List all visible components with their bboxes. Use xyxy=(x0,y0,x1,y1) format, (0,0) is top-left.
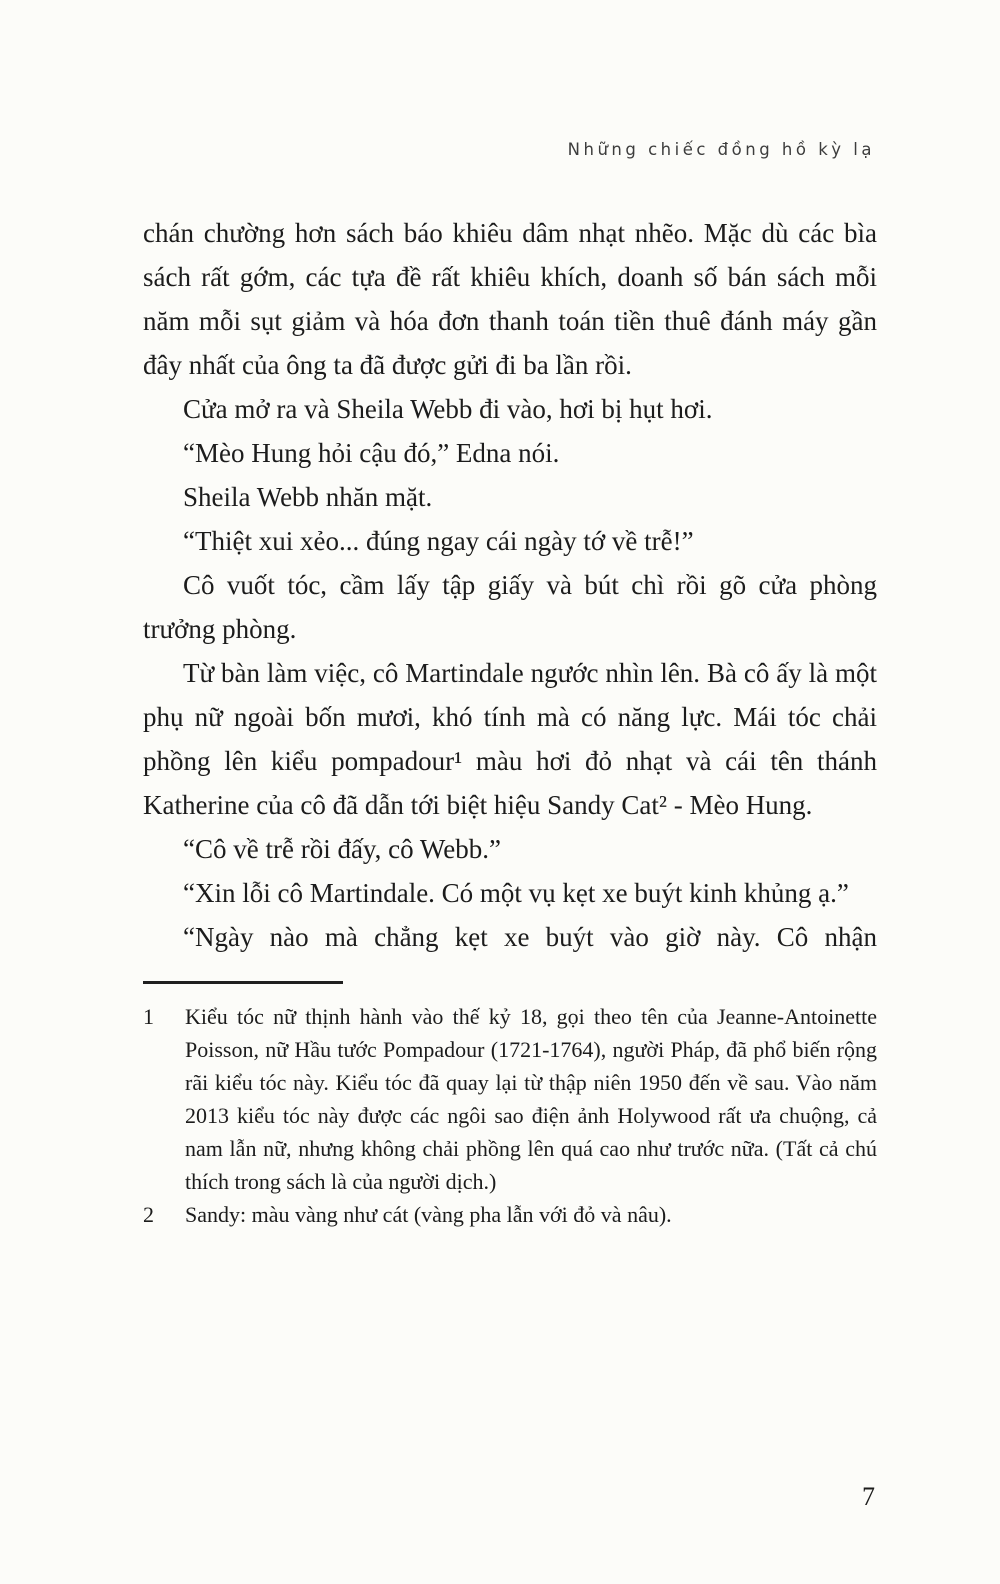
body-paragraph: Sheila Webb nhăn mặt. xyxy=(183,482,433,512)
body-paragraph: “Mèo Hung hỏi cậu đó,” Edna nói. xyxy=(183,438,560,468)
body-paragraph: chán chường hơn sách báo khiêu dâm nhạt nhẽo. Mặc dù các bìa sách rất gớm, các tựa đề rất khiêu khích, doanh số bán sách mỗi năm mỗi sụt giảm và hóa đơn thanh toán tiền thuê đánh máy gần đây nhất của ông ta đã được gửi đi ba lần rồi. xyxy=(143,218,877,380)
footnote-marker: 2 xyxy=(143,1202,154,1227)
body-paragraph: “Xin lỗi cô Martindale. Có một vụ kẹt xe buýt kinh khủng ạ.” xyxy=(183,878,849,908)
body-paragraph: “Cô về trễ rồi đấy, cô Webb.” xyxy=(183,834,501,864)
running-header: Những chiếc đồng hồ kỳ lạ xyxy=(567,140,875,159)
body-paragraph: Cô vuốt tóc, cầm lấy tập giấy và bút chì rồi gõ cửa phòng trưởng phòng. xyxy=(143,570,877,644)
footnote-separator xyxy=(143,981,343,984)
footnote-item xyxy=(143,1198,877,1231)
footnote-item xyxy=(143,1000,877,1198)
body-paragraph: “Ngày nào mà chẳng kẹt xe buýt vào giờ này. Cô nhận xyxy=(183,922,877,952)
footnote-text: Kiểu tóc nữ thịnh hành vào thế kỷ 18, gọi theo tên của Jeanne-Antoinette Poisson, nữ Hầu tước Pompadour (1721-1764), người Pháp, đã phổ biến rộng rãi kiểu tóc này. Kiểu tóc đã quay lại từ thập niên 1950 đến về sau. Vào năm 2013 kiểu tóc này được các ngôi sao điện ảnh Holywood rất ưa chuộng, cả nam lẫn nữ, nhưng không chải phồng lên quá cao như trước nữa. (Tất cả chú thích trong sách là của người dịch.) xyxy=(185,1004,877,1194)
footnote-text: Sandy: màu vàng như cát (vàng pha lẫn với đỏ và nâu). xyxy=(185,1202,672,1227)
footnote-marker: 1 xyxy=(143,1004,154,1029)
page-number: 7 xyxy=(862,1482,875,1511)
body-paragraph: Từ bàn làm việc, cô Martindale ngước nhìn lên. Bà cô ấy là một phụ nữ ngoài bốn mươi, khó tính mà có năng lực. Mái tóc chải phồng lên kiểu pompadour¹ màu hơi đỏ nhạt và cái tên thánh Katherine của cô đã dẫn tới biệt hiệu Sandy Cat² - Mèo Hung. xyxy=(143,658,877,820)
body-paragraph: Cửa mở ra và Sheila Webb đi vào, hơi bị hụt hơi. xyxy=(183,394,713,424)
footnotes xyxy=(143,1000,877,1231)
body-text xyxy=(143,211,877,959)
body-paragraph: “Thiệt xui xẻo... đúng ngay cái ngày tớ về trễ!” xyxy=(183,526,694,556)
